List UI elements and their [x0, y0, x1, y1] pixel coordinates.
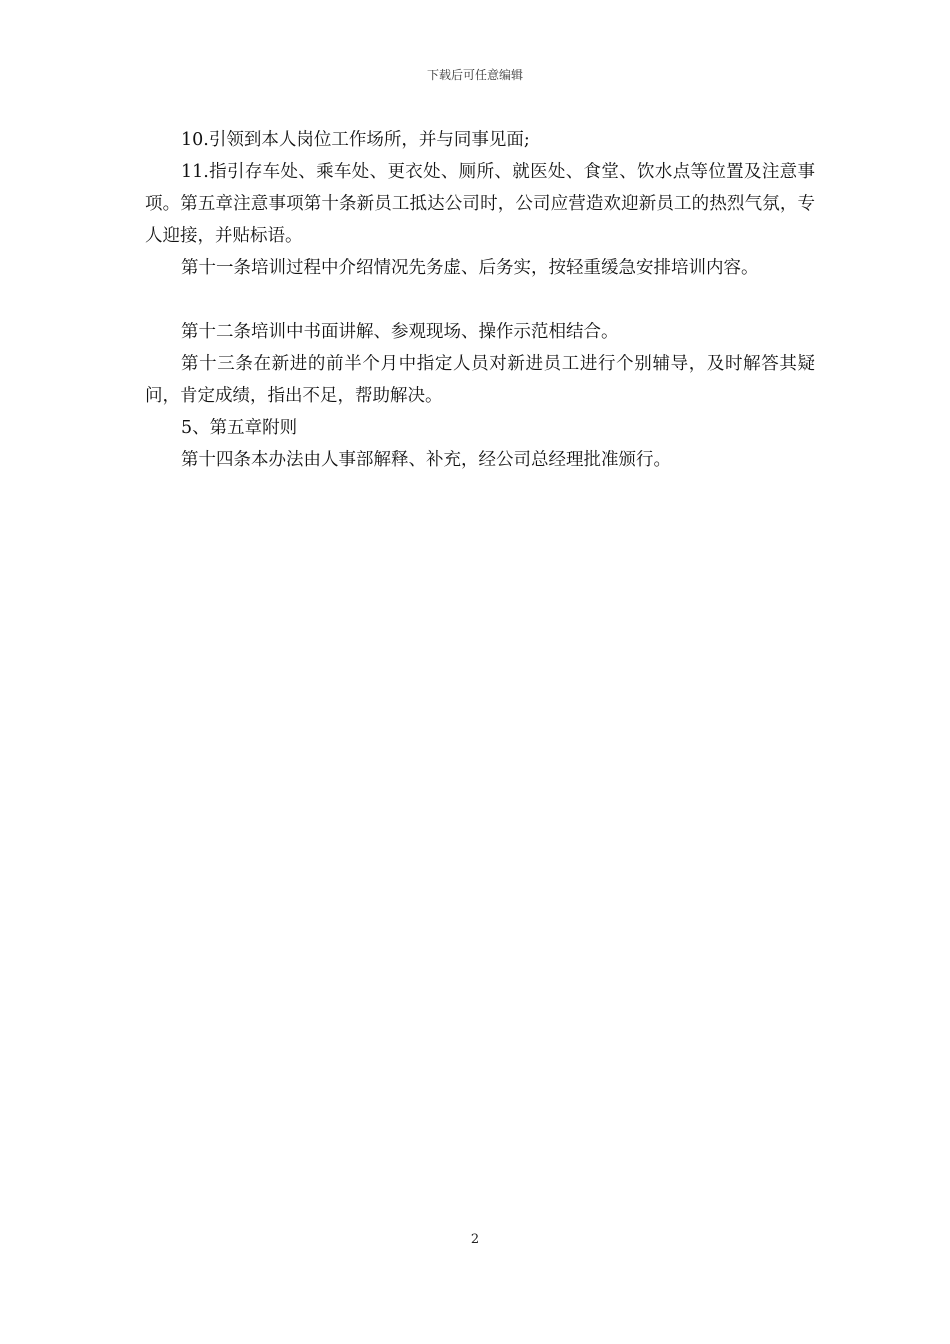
paragraph-item-10: 10.引领到本人岗位工作场所，并与同事见面; — [181, 130, 530, 150]
section-heading-appendix: 5、第五章附则 — [181, 418, 298, 438]
paragraph-article-13: 第十三条在新进的前半个月中指定人员对新进员工进行个别辅导，及时解答其疑问，肯定成绩，指出不足，帮助解决。 — [145, 354, 815, 406]
paragraph-article-12: 第十二条培训中书面讲解、参观现场、操作示范相结合。 — [181, 322, 619, 342]
paragraph-item-11: 11.指引存车处、乘车处、更衣处、厕所、就医处、食堂、饮水点等位置及注意事项。第五章注意事项第十条新员工抵达公司时，公司应营造欢迎新员工的热烈气氛，专人迎接，并贴标语。 — [145, 162, 815, 246]
page-header: 下载后可任意编辑 — [426, 68, 523, 82]
document-body — [145, 124, 815, 476]
page-number: 2 — [470, 1232, 480, 1247]
paragraph-article-14: 第十四条本办法由人事部解释、补充，经公司总经理批准颁行。 — [181, 450, 671, 470]
paragraph-article-11: 第十一条培训过程中介绍情况先务虚、后务实，按轻重缓急安排培训内容。 — [181, 258, 759, 278]
